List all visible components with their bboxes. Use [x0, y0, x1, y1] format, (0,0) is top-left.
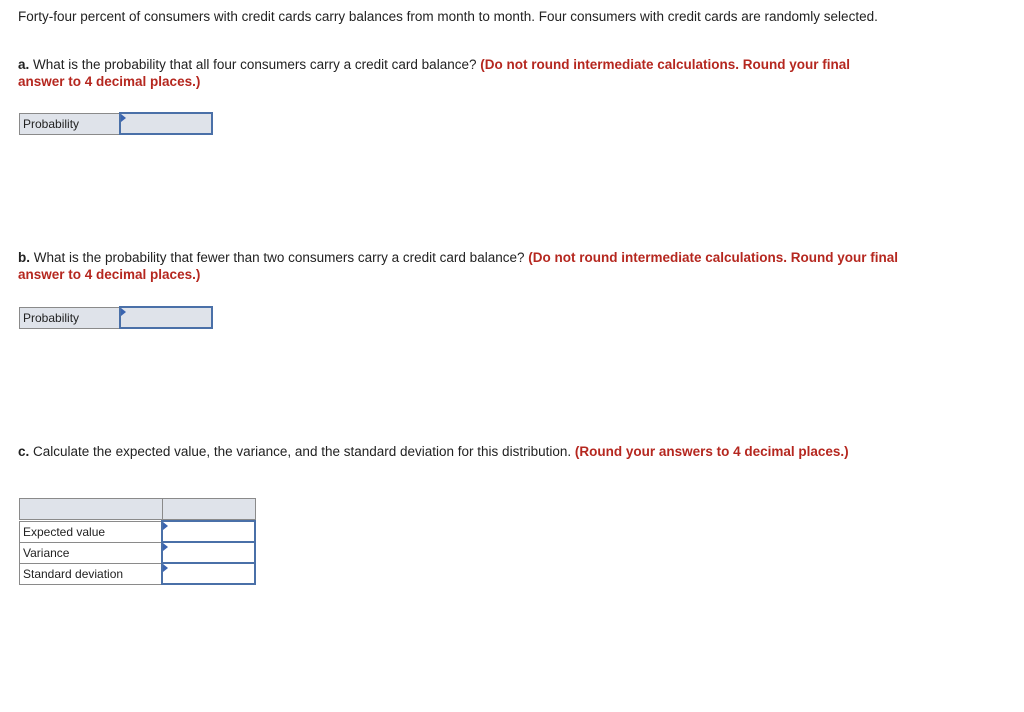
question-a-letter: a.: [18, 57, 30, 72]
standard-deviation-label: Standard deviation: [20, 563, 163, 584]
probability-label-a: Probability: [20, 113, 121, 134]
probability-input-cell-b[interactable]: [120, 307, 212, 328]
table-row: [20, 521, 256, 542]
question-a-note: (Do not round intermediate calculations. Round your final answer to 4 decimal places.): [18, 57, 851, 89]
variance-label: Variance: [20, 542, 163, 563]
answer-table-b: [19, 306, 213, 329]
flag-icon: [163, 564, 168, 572]
expected-value-input-cell[interactable]: [162, 521, 255, 542]
question-a: [18, 56, 898, 90]
table-row: [20, 563, 256, 584]
probability-input-cell-a[interactable]: [120, 113, 212, 134]
question-b-text: What is the probability that fewer than two consumers carry a credit card balance?: [30, 250, 529, 265]
answer-table-c: [19, 498, 256, 585]
variance-input-cell[interactable]: [162, 542, 255, 563]
standard-deviation-input[interactable]: [163, 565, 254, 582]
flag-icon: [121, 308, 126, 316]
flag-icon: [163, 543, 168, 551]
probability-label-b: Probability: [20, 307, 121, 328]
standard-deviation-input-cell[interactable]: [162, 563, 255, 584]
flag-icon: [121, 114, 126, 122]
expected-value-input[interactable]: [163, 523, 254, 540]
problem-intro: Forty-four percent of consumers with credit cards carry balances from month to month. Four consumers with credit cards are randomly selected.: [18, 9, 878, 24]
answer-table-a: [19, 112, 213, 135]
probability-input-a[interactable]: [121, 115, 211, 132]
question-c-note: (Round your answers to 4 decimal places.): [574, 444, 849, 459]
question-b-note: (Do not round intermediate calculations. Round your final answer to 4 decimal places.): [18, 250, 899, 282]
question-a-text: What is the probability that all four consumers carry a credit card balance?: [29, 57, 481, 72]
table-row: [20, 542, 256, 563]
question-b: [18, 249, 898, 283]
variance-input[interactable]: [163, 544, 254, 561]
expected-value-label: Expected value: [20, 521, 163, 542]
question-c-text: Calculate the expected value, the variance, and the standard deviation for this distribution.: [29, 444, 575, 459]
question-b-letter: b.: [18, 250, 30, 265]
flag-icon: [163, 522, 168, 530]
question-c: [18, 443, 898, 460]
table-header-label-cell: [20, 499, 163, 520]
probability-input-b[interactable]: [121, 309, 211, 326]
question-c-letter: c.: [18, 444, 30, 459]
table-header-value-cell: [162, 499, 255, 520]
